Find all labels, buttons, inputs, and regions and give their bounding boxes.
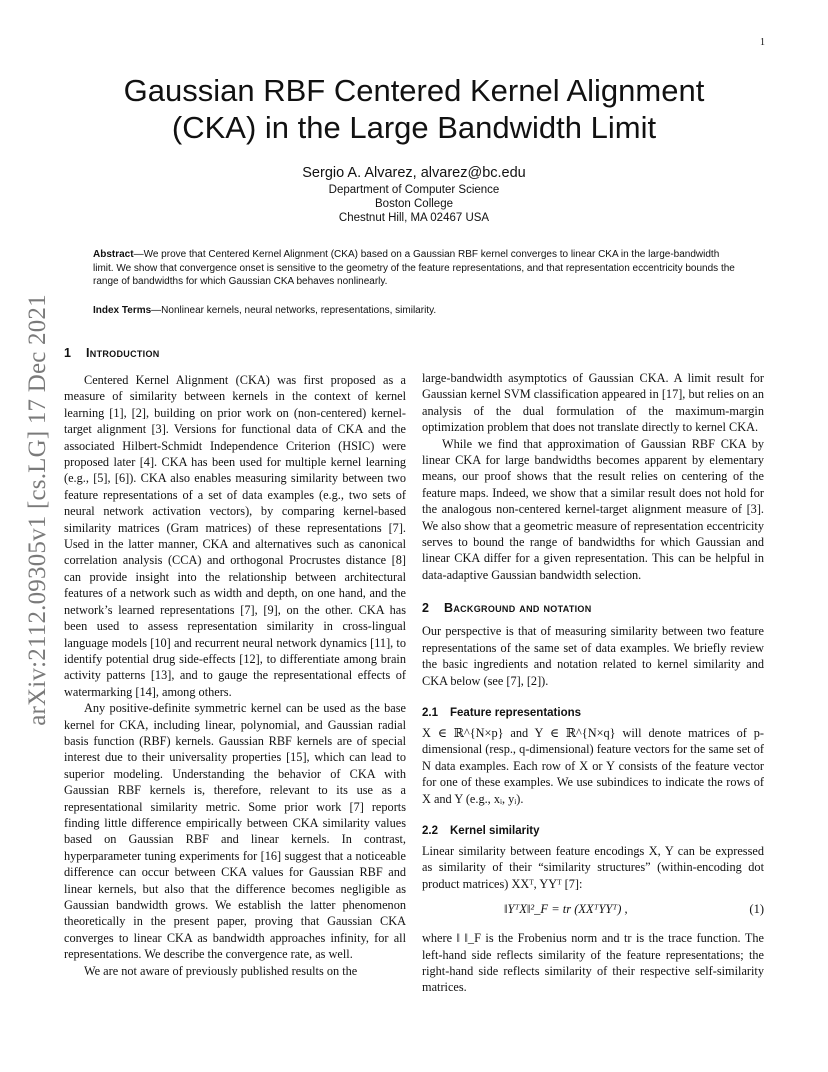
page-number: 1 — [760, 37, 765, 48]
author-institution: Boston College — [375, 198, 453, 210]
background-paragraph: Our perspective is that of measuring similarity between two feature representations of the same set of data examples. We briefly review the basic ingredients and notation related to kernel similarity and CKA below (see [7], [2]). — [422, 624, 764, 688]
paper-title-line-1: Gaussian RBF Centered Kernel Alignment — [123, 73, 705, 108]
section-number: 2 — [422, 601, 429, 616]
kernel-similarity-paragraph: Linear similarity between feature encodings X, Y can be expressed as similarity of their “similarity structures” (within-encoding dot product matrices) XXᵀ, YYᵀ [7]: — [422, 843, 764, 891]
index-terms — [93, 304, 735, 317]
section-heading-background — [422, 599, 764, 617]
feature-representations-paragraph: X ∈ ℝ^{N×p} and Y ∈ ℝ^{N×q} will denote matrices of p-dimensional (resp., q-dimensional) feature vectors for the same set of N data examples. Each row of X or Y consists of the feature vector for one of these examples. We use subindices to indicate the rows of X and Y (e.g., xᵢ, yᵢ). — [422, 725, 764, 806]
abstract-label: Abstract — [93, 249, 134, 260]
index-terms-label: Index Terms — [93, 305, 152, 316]
right-column — [422, 370, 764, 996]
left-column — [64, 344, 406, 979]
equation-body: ‖YᵀX‖²_F = tr (XXᵀYYᵀ) , — [504, 902, 628, 917]
subsection-number: 2.1 — [422, 706, 438, 719]
author-address: Chestnut Hill, MA 02467 USA — [338, 212, 490, 224]
frobenius-paragraph: where ‖ ‖_F is the Frobenius norm and tr is the trace function. The left-hand side reflects similarity of the feature representations; the right-hand side reflects similarity of their respective self-similarity matrices. — [422, 931, 764, 995]
author-department: Department of Computer Science — [328, 184, 500, 196]
intro-paragraph-4: large-bandwidth asymptotics of Gaussian CKA. A limit result for Gaussian kernel SVM classification appeared in [17], but relies on an analysis of the dual formulation of the maximum-margin optimization problem that does not translate directly to kernel CKA. — [422, 371, 764, 435]
section-title: Introduction — [86, 346, 160, 360]
section-heading-introduction — [64, 344, 406, 362]
arxiv-stamp — [20, 290, 56, 730]
equation-1 — [422, 898, 764, 924]
index-terms-text: —Nonlinear kernels, neural networks, representations, similarity. — [151, 305, 437, 316]
subsection-number: 2.2 — [422, 824, 438, 837]
arxiv-stamp-text: arXiv:2112.09305v1 [cs.LG] 17 Dec 2021 — [24, 294, 51, 726]
equation-number: (1) — [749, 902, 764, 917]
subsection-heading-kernel-similarity — [422, 823, 764, 839]
subsection-title: Feature representations — [450, 706, 582, 719]
paper-title-line-2: (CKA) in the Large Bandwidth Limit — [171, 110, 657, 145]
author-name: Sergio A. Alvarez, alvarez@bc.edu — [302, 165, 526, 181]
author-block — [90, 163, 738, 225]
paper-title — [90, 72, 738, 146]
section-number: 1 — [64, 346, 71, 360]
abstract — [93, 248, 735, 289]
subsection-title: Kernel similarity — [450, 824, 540, 837]
section-title: Background and notation — [444, 601, 592, 616]
intro-paragraph-3: We are not aware of previously published results on the — [84, 963, 358, 978]
subsection-heading-feature-representations — [422, 705, 764, 721]
abstract-text: —We prove that Centered Kernel Alignment (CKA) based on a Gaussian RBF kernel converges to linear CKA in the large-bandwidth limit. We show that convergence onset is sensitive to the geometry of the feature representations, and that representation eccentricity bounds the range of bandwidths for which Gaussian CKA behaves nonlinearly. — [93, 249, 735, 287]
intro-paragraph-2: Any positive-definite symmetric kernel can be used as the base kernel for CKA, including linear, polynomial, and Gaussian radial basis function (RBF) kernels. Gaussian RBF kernels are of special interest due to their universality properties [15], which can lead to superior modeling. Understanding the behavior of CKA with Gaussian RBF kernels is, therefore, relevant to its use as a representational similarity metric. Some prior work [7] reports finding little difference empirically between CKA similarity values based on Gaussian RBF and linear kernels. In contrast, hyperparameter tuning experiments for [16] suggest that a noticeable difference can occur between CKA values for Gaussian RBF and linear kernels, but also that the difference becomes negligible as Gaussian bandwidth grows. We establish the latter phenomenon theoretically in the present paper, proving that Gaussian CKA converges to linear CKA as bandwidth approaches infinity, for all representations. We describe the convergence rate, as well. — [64, 701, 406, 962]
intro-paragraph-1: Centered Kernel Alignment (CKA) was first proposed as a measure of similarity between kernels in the context of kernel learning [1], [2], building on prior work on (non-centered) kernel-target alignment [3]. Versions for functional data of CKA and the associated Hilbert-Schmidt Independence Criterion (HSIC) were proposed later [4]. CKA has been used for multiple kernel learning (e.g., [5], [6]). CKA also enables measuring similarity between two feature representations of a set of data examples (e.g., two sets of neural network activation vectors), by comparing kernel-based similarity matrices (Gram matrices) of these representations [7]. Used in the latter manner, CKA and alternatives such as canonical correlation analysis (CCA) and orthogonal Procrustes distance [8] can provide insight into the relationship between architectural features of a network such as width and depth, on one hand, and the network’s learned representations [7], [9], on the other. CKA has been used to assess representation similarity in cross-lingual language models [10] and recurrent neural network dynamics [11], to identify potential drug side-effects [12], to differentiate among brain activity patterns [13], and to gauge the representational effects of watermarking [14], among others. — [64, 373, 406, 699]
intro-paragraph-5: While we find that approximation of Gaussian RBF CKA by linear CKA for large bandwidths becomes apparent by elementary means, our proof shows that the result relies on centering of the feature maps. Indeed, we show that a similar result does not hold for the analogous non-centered kernel-target alignment measure of [3]. We also show that a geometric measure of representation eccentricity serves to bound the range of bandwidths for which Gaussian and linear CKA differ for a given representation. This can be helpful in data-adaptive Gaussian bandwidth selection. — [422, 436, 764, 582]
